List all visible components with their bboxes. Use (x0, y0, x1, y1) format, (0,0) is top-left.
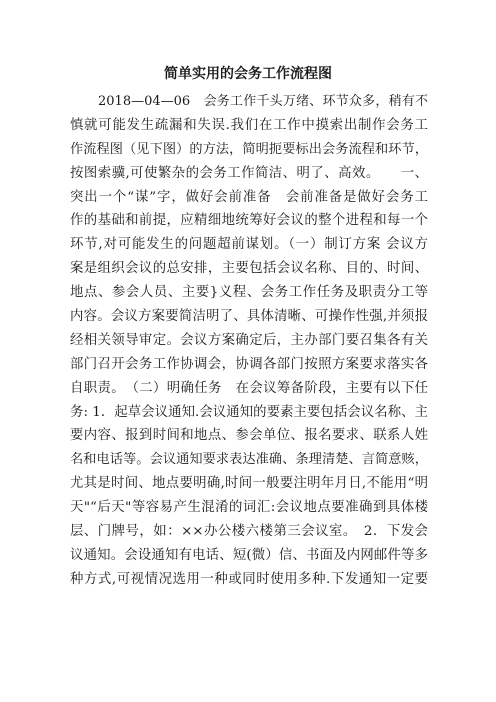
body-line: 天"“后天"等容易产生混淆的词汇:会议地点要准确到具体楼 (70, 500, 428, 516)
body-line: 要内容、报到时间和地点、参会单位、报名要求、联系人姓 (70, 428, 428, 444)
document-title: 简单实用的会务工作流程图 (164, 66, 332, 82)
body-line: 议通知。会设通知有电话、短(微）信、书面及内网邮件等多 (70, 547, 428, 563)
body-line: 种方式,可视情况选用一种或同时使用多种.下发通知一定要 (70, 571, 428, 587)
body-line: 慎就可能发生疏漏和失误.我们在工作中摸索出制作会务工 (70, 117, 428, 133)
body-line: 务: 1．起草会议通知.会议通知的要素主要包括会议名称、主 (70, 404, 428, 420)
body-line: 地点、参会人员、主要}义程、会务工作任务及职责分工等 (70, 285, 428, 301)
body-line: 尤其是时间、地点要明确,时间一般要注明年月日,不能用“明 (70, 476, 428, 492)
body-line: 作的基础和前提，应精细地统筹好会议的整个进程和每一个 (70, 213, 428, 229)
body-line: 2018—04—06 会务工作千头万绪、环节众多，稍有不 (98, 94, 428, 109)
body-line: 环节,对可能发生的问题超前谋划。（一）制订方案 会议方 (70, 237, 428, 253)
document-body (70, 90, 428, 592)
body-line: 名和电话等。会议通知要求表达准确、条理清楚、言简意赅， (70, 452, 428, 468)
body-line: 层、门牌号，如：××办公楼六楼第三会议室。 2．下发会 (70, 524, 428, 540)
body-line: 按图索骥,可使繁杂的会务工作简洁、明了、高效。 一、 (70, 165, 428, 181)
body-line: 经相关领导审定。会议方案确定后，主办部门要召集各有关 (70, 332, 428, 348)
body-line: 案是组织会议的总安排，主要包括会议名称、目的、时间、 (70, 261, 428, 277)
body-line: 作流程图（见下图）的方法，简明扼要标出会务流程和环节， (70, 141, 428, 157)
body-line: 内容。会议方案要简洁明了、具体清晰、可操作性强,并须报 (70, 309, 428, 325)
body-line: 部门召开会务工作协调会，协调各部门按照方案要求落实各 (70, 356, 428, 372)
body-line: 自职责。 （二）明确任务 在会议筹备阶段，主要有以下任 (70, 380, 428, 396)
body-line: 突出一个“谋”字，做好会前准备 会前准备是做好会务工 (70, 189, 428, 205)
